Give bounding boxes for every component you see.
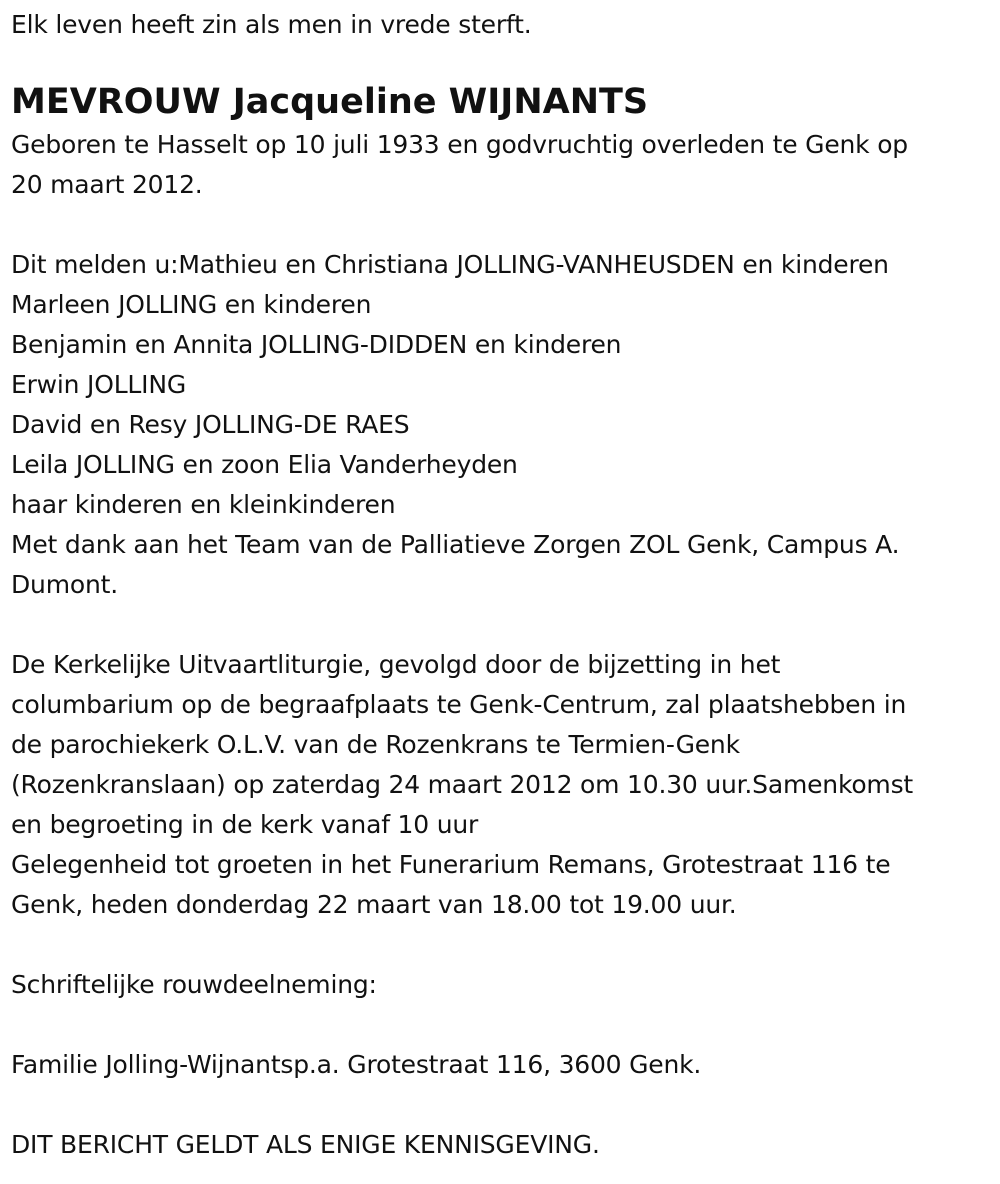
spacer	[11, 605, 991, 645]
family-line: haar kinderen en kleinkinderen	[11, 490, 396, 519]
motto: Elk leven heeft zin als men in vrede sterft.	[11, 10, 532, 39]
service-line: De Kerkelijke Uitvaartliturgie, gevolgd door de bijzetting in het	[11, 650, 781, 679]
condolence-address: Familie Jolling-Wijnantsp.a. Grotestraat 116, 3600 Genk.	[11, 1050, 702, 1079]
family-line: Marleen JOLLING en kinderen	[11, 290, 372, 319]
official-notice: DIT BERICHT GELDT ALS ENIGE KENNISGEVING.	[11, 1130, 600, 1159]
obituary-notice	[11, 5, 991, 1165]
deceased-name-title: MEVROUW Jacqueline WIJNANTS	[11, 82, 649, 122]
service-line: Gelegenheid tot groeten in het Funerarium Remans, Grotestraat 116 te	[11, 850, 891, 879]
birth-line: 20 maart 2012.	[11, 170, 203, 199]
birth-death-section	[11, 125, 991, 205]
service-line: columbarium op de begraafplaats te Genk-Centrum, zal plaatshebben in	[11, 690, 907, 719]
condolence-heading: Schriftelijke rouwdeelneming:	[11, 970, 377, 999]
family-line: Dumont.	[11, 570, 118, 599]
funeral-service-section	[11, 645, 991, 925]
spacer	[11, 1085, 991, 1125]
service-line: Genk, heden donderdag 22 maart van 18.00 tot 19.00 uur.	[11, 890, 737, 919]
birth-line: Geboren te Hasselt op 10 juli 1933 en godvruchtig overleden te Genk op	[11, 130, 908, 159]
family-line: Benjamin en Annita JOLLING-DIDDEN en kinderen	[11, 330, 622, 359]
family-section	[11, 245, 991, 605]
family-line: Met dank aan het Team van de Palliatieve Zorgen ZOL Genk, Campus A.	[11, 530, 900, 559]
family-line: David en Resy JOLLING-DE RAES	[11, 410, 410, 439]
spacer	[11, 925, 991, 965]
spacer	[11, 205, 991, 245]
service-line: en begroeting in de kerk vanaf 10 uur	[11, 810, 479, 839]
family-line: Leila JOLLING en zoon Elia Vanderheyden	[11, 450, 518, 479]
family-line: Dit melden u:Mathieu en Christiana JOLLING-VANHEUSDEN en kinderen	[11, 250, 889, 279]
service-line: (Rozenkranslaan) op zaterdag 24 maart 2012 om 10.30 uur.Samenkomst	[11, 770, 914, 799]
family-line: Erwin JOLLING	[11, 370, 187, 399]
service-line: de parochiekerk O.L.V. van de Rozenkrans te Termien-Genk	[11, 730, 740, 759]
spacer	[11, 1005, 991, 1045]
